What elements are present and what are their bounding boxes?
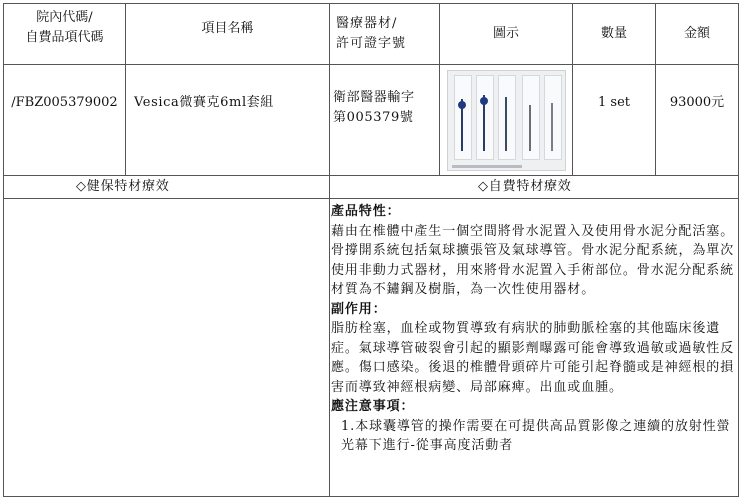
item-license: 衛部醫器輸字 第005379號 — [333, 90, 415, 125]
header-code: 院內代碼/ 自費品項代碼 — [25, 10, 104, 45]
header-image: 圖示 — [492, 26, 519, 41]
nhi-efficacy-label: ◇健保特材療效 — [76, 179, 170, 194]
item-name: Vesica微賽克6ml套組 — [134, 95, 274, 110]
handle-shape — [480, 97, 488, 105]
table-border-top — [3, 3, 739, 4]
header-price: 金額 — [683, 26, 710, 41]
product-photo — [447, 70, 566, 171]
tube-shape — [529, 105, 531, 151]
package-strip — [544, 75, 562, 160]
self-pay-details — [331, 202, 737, 456]
package-strip — [498, 75, 516, 160]
row-divider — [3, 175, 739, 176]
section-divider — [3, 198, 739, 199]
header-divider — [3, 64, 739, 65]
package-strip — [454, 75, 472, 160]
item-price: 93000元 — [669, 95, 725, 110]
needle-shape — [505, 97, 507, 151]
cautions-title: 應注意事項： — [331, 399, 415, 414]
item-qty: 1 set — [598, 95, 630, 110]
header-name: 項目名稱 — [201, 21, 254, 36]
side-effects-text: 脂肪栓塞，血栓或物質導致有病狀的肺動脈栓塞的其他臨床後遺症。氣球導管破裂會引起的顯影劑曝露可能會導致過敏或過敏性反應。傷口感染。後退的椎體骨頭碎片可能引起脊髓或是神經根的損害而導致神經根病變、局部麻痺。出血或血腫。 — [331, 321, 735, 395]
features-text: 藉由在椎體中產生一個空間將骨水泥置入及使用骨水泥分配活塞。骨撐開系統包括氣球擴張管及氣球導管。骨水泥分配系統，為單次使用非動力式器材，用來將骨水泥置入手術部位。骨水泥分配系統材質為不鏽鋼及樹脂，為一次性使用器材。 — [331, 223, 735, 297]
table-border-right — [738, 3, 739, 497]
side-effects-title: 副作用： — [331, 301, 387, 317]
handle-shape — [458, 101, 466, 109]
self-pay-efficacy-label: ◇自費特材療效 — [478, 179, 572, 194]
table-border-bottom — [3, 496, 739, 497]
package-label-strip — [452, 165, 522, 168]
cautions-text: 1.本球囊導管的操作需要在可提供高品質影像之連續的放射性螢光幕下進行-從事高度活動者 — [341, 418, 731, 453]
package-strip — [522, 75, 540, 160]
table-border-left — [3, 3, 4, 497]
col-divider-2 — [329, 3, 330, 497]
features-title: 產品特性： — [331, 204, 401, 219]
header-qty: 數量 — [600, 26, 627, 41]
item-code: /FBZ005379002 — [11, 95, 118, 110]
header-license: 醫療器材/ 許可證字號 — [336, 16, 407, 51]
package-strip — [476, 75, 494, 160]
tube-shape — [551, 103, 553, 151]
